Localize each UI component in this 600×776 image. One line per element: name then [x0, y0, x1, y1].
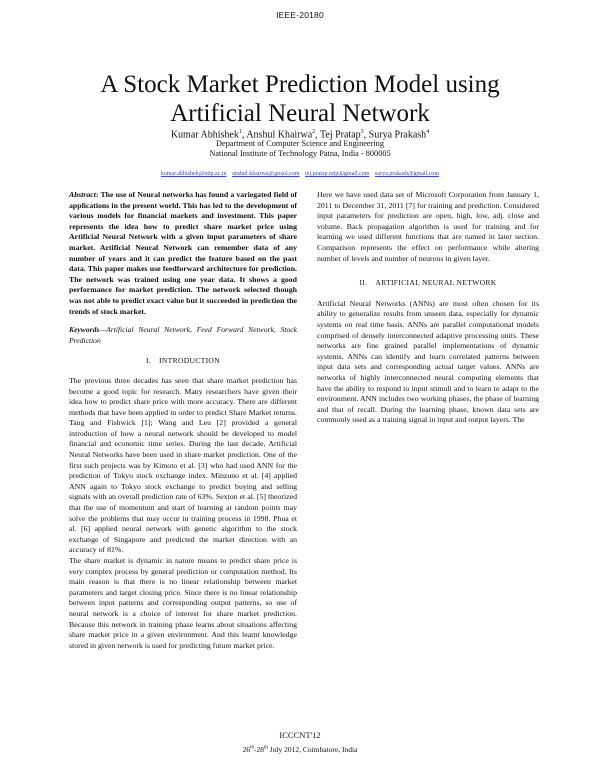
body-paragraph: The previous three decades has seen that share market prediction has become a good topic for research. Many researchers have given their idea how to predict share price with more accuracy. There are different methods that have been applied in order to predict Share Market returns. Tang and Fishwick [1]; Wang and Leu [2] provided a general introduction of how a neural network should be developed to model financial and economic time series. During the last decade, Artificial Neural Networks have been used in share market prediction. One of the first such projects was by Kimoto et al. [3] who had used ANN for the prediction of Tokyo stock exchange index. Minzuno et al. [4] applied ANN again to Tokyo stock exchange to predict buying and selling signals with an overall prediction rate of 63%. Sexton et al. [5] theorized that the use of momentum and start of learning at random points may solve the problems that may occur in training process in 1998. Phua et al. [6] applied neural network with genetic algorithm to the stock exchange of Singapore and predicted the market direction with an accuracy of 81%. [69, 375, 297, 555]
email-list [60, 170, 540, 178]
keywords-label: Keywords [69, 325, 100, 335]
author-mark: 1 [238, 129, 242, 135]
body-paragraph: Artificial Neural Networks (ANNs) are most often chosen for its ability to generalize results from unseen data, especially for dynamic systems on real time basis. ANNs are parallel computational models comprised of densely interconnected adaptive processing units. These networks are fine grained parallel implementations of dynamic systems. ANNs can identify and learn correlated patterns between input data sets and corresponding actual target values. ANNs are networks of highly interconnected neural computing elements that have the ability to respond to input stimuli and to learn to adapt to the environment. ANN includes two working phases, the phase of learning and that of recall. During the learning phase, known data sets are commonly used as a training signal in input and output layers. The [317, 298, 539, 425]
section-number: II. [359, 278, 368, 288]
author-name: Anshul Khairwa [246, 129, 313, 141]
footer-date [0, 745, 600, 754]
abstract-text: : The use of Neural networks has found a variegated field of applications in the present world. This has led to the development of various models for financial markets and investment. This paper represents the idea how to predict share market price using Artificial Neural Network with a given input parameters of share market. Artificial Neural Network can remember data of any number of years and it can predict the feature based on the past data. This paper makes use feedforward architecture for prediction. The network was trained using one year data. It shows a good performance for market prediction. The network selected though was not able to predict exact value but it succeeded in prediction the trends of stock market. [69, 190, 297, 316]
right-column [317, 190, 539, 426]
email-link[interactable]: tej.pratap.nitp@gmail.com [305, 171, 370, 177]
keywords [69, 325, 297, 346]
left-column [69, 190, 297, 651]
section-title: ARTIFICIAL NEURAL NETWORK [375, 278, 497, 288]
body-paragraph: Here we have used data set of Microsoft Corporation from January 1, 2011 to December 31, 2011 [7] for training and prediction. Considered input parameters for prediction are open, high, low, adj. close and volume. Back propagation algorithm is used for training and for learning we used different functions that are named in later section. Comparison represents the effect on performance while altering number of levels and number of neurons in given layer. [317, 190, 539, 263]
author-list: Kumar Abhishek$^1$, Anshul Khairwa$^2$, Tej Pratap$^3$, Surya Prakash$^4$ [170, 129, 430, 141]
author-name: Tej Pratap [319, 129, 361, 141]
email-link[interactable]: kumar.abhishek@nitp.ac.in [160, 171, 227, 177]
keywords-text: —Artificial Neural Network, Feed Forward Network, Stock Prediction [69, 325, 297, 345]
section-number: I. [146, 356, 152, 366]
department: Department of Computer Science and Engineering [216, 139, 384, 148]
running-header: IEEE-20180 [276, 10, 324, 20]
author-mark: 4 [426, 129, 430, 135]
footer-conference: ICCCNT'12 [279, 730, 321, 740]
author-name: Surya Prakash [368, 129, 427, 141]
email-link[interactable]: surya.prakash@gmail.com [374, 171, 440, 177]
abstract-label: Abstract [69, 190, 96, 199]
affiliation [60, 139, 540, 159]
date-end-sup: th [263, 745, 268, 751]
author-mark: 3 [360, 129, 364, 135]
section-heading [69, 356, 297, 367]
paper-title: A Stock Market Prediction Model using Artificial Neural Network [100, 71, 500, 127]
date-separator: - [253, 745, 257, 754]
email-link[interactable]: anshul.khairwa@gmail.com [232, 171, 300, 177]
section-title: INTRODUCTION [159, 356, 220, 366]
date-rest: July 2012, Coimbatore, India [267, 745, 358, 754]
abstract [69, 190, 297, 317]
section-heading [317, 278, 539, 289]
date-start-sup: th [250, 745, 254, 751]
body-paragraph: The share market is dynamic in nature means to predict share price is very complex process by general prediction or computation method. Its main reason is that there is no linear relationship between market parameters and target closing price. Since there is no linear relationship between input patterns and corresponding output patterns, so use of neural network is a choice of interest for share market prediction. Because this network in training phase learns about situations affecting share market price in a given environment. And this learnt knowledge stored in given network is used for predicting future market price. [69, 556, 297, 650]
institute: National Institute of Technology Patna, India - 800005 [209, 149, 391, 158]
author-mark: 2 [312, 129, 316, 135]
author-name: Kumar Abhishek [170, 129, 239, 141]
date-end-day: 28 [256, 745, 264, 754]
date-start-day: 26 [242, 745, 251, 754]
